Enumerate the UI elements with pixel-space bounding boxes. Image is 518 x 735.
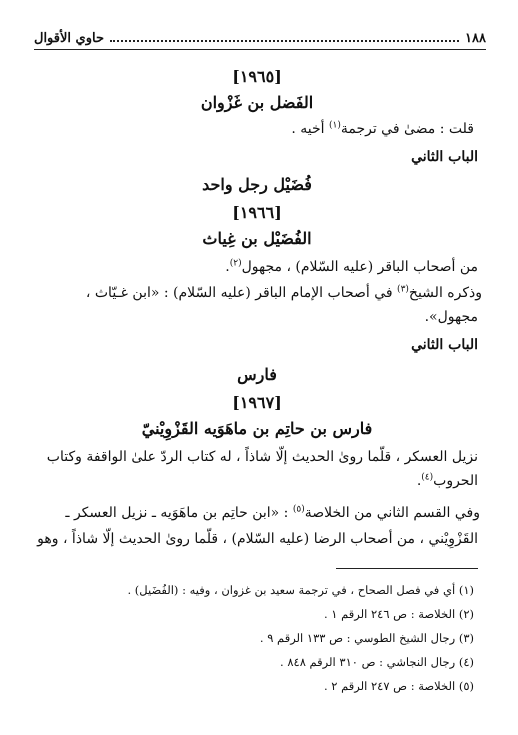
footnote-ref: (١) [328, 120, 341, 131]
header-rule [34, 49, 486, 50]
text-line: مجهول». [424, 309, 478, 325]
footnote-ref: (٥) [292, 504, 305, 515]
footnote-separator [336, 568, 478, 569]
footnote-ref: (٢) [229, 258, 242, 269]
entry-number: [١٩٦٧] [232, 393, 282, 412]
section-heading: الباب الثاني [411, 149, 478, 165]
text-line: وفي القسم الثاني من الخلاصة$^{(٥)}$ : «ابن حاتِم بن ماهَوَيه ـ نزيل العسكر ـ [65, 504, 480, 521]
footnote: (١) أي في فصل الصحاح ، في ترجمة سعيد بن غزوان ، وفيه : (الفُضَيل) . [127, 583, 474, 597]
entry-name: فارس بن حاتِم بن ماهَوَيه القَزْوِيْنيّ [141, 419, 373, 438]
note-line: قلت : مضىٰ في ترجمة$^{(١)}$ أخيه . [291, 120, 474, 137]
page-number: ١٨٨ [465, 30, 486, 46]
footnote: (٤) رجال النجاشي : ص ٣١٠ الرقم ٨٤٨ . [280, 655, 474, 669]
entry-number: [١٩٦٥] [232, 67, 282, 86]
header-dot-leader [110, 40, 459, 42]
text-line: الحروب$^{(٤)}$. [416, 472, 478, 489]
entry-name: الفَضل بن غَزْوان [200, 93, 314, 112]
footnote: (٥) الخلاصة : ص ٢٤٧ الرقم ٢ . [323, 679, 474, 693]
page-header [34, 28, 486, 48]
subsection-heading: فُضَيْل رجل واحد [202, 175, 312, 194]
section-heading: الباب الثاني [411, 337, 478, 353]
text-line: نزيل العسكر ، قلّما روىٰ الحديث إلّا شاذاً ، له كتاب الردّ علىٰ الواقفة وكتاب [46, 449, 478, 465]
text-line: وذكره الشيخ$^{(٣)}$ في أصحاب الإمام الباقر (عليه السّلام) : «ابن غـيّاث ، [85, 284, 482, 301]
footnote: (٢) الخلاصة : ص ٢٤٦ الرقم ١ . [323, 607, 474, 621]
entry-name: الفُضَيْل بن غِياث [202, 229, 312, 248]
footnote-ref: (٣) [397, 284, 409, 295]
entry-number: [١٩٦٦] [232, 203, 282, 222]
footnote: (٣) رجال الشيخ الطوسي : ص ١٣٣ الرقم ٩ . [259, 631, 474, 645]
running-title: حاوي الأقوال [34, 30, 104, 46]
text-line: من أصحاب الباقر (عليه السّلام) ، مجهول$^{(٢)}$. [225, 258, 478, 275]
subsection-heading: فارس [237, 365, 277, 384]
footnote-ref: (٤) [421, 472, 434, 483]
text-line: القَزْوِيْني ، من أصحاب الرضا (عليه السّلام) ، قلّما روىٰ الحديث إلّا شاذاً ، وهو [37, 531, 478, 547]
